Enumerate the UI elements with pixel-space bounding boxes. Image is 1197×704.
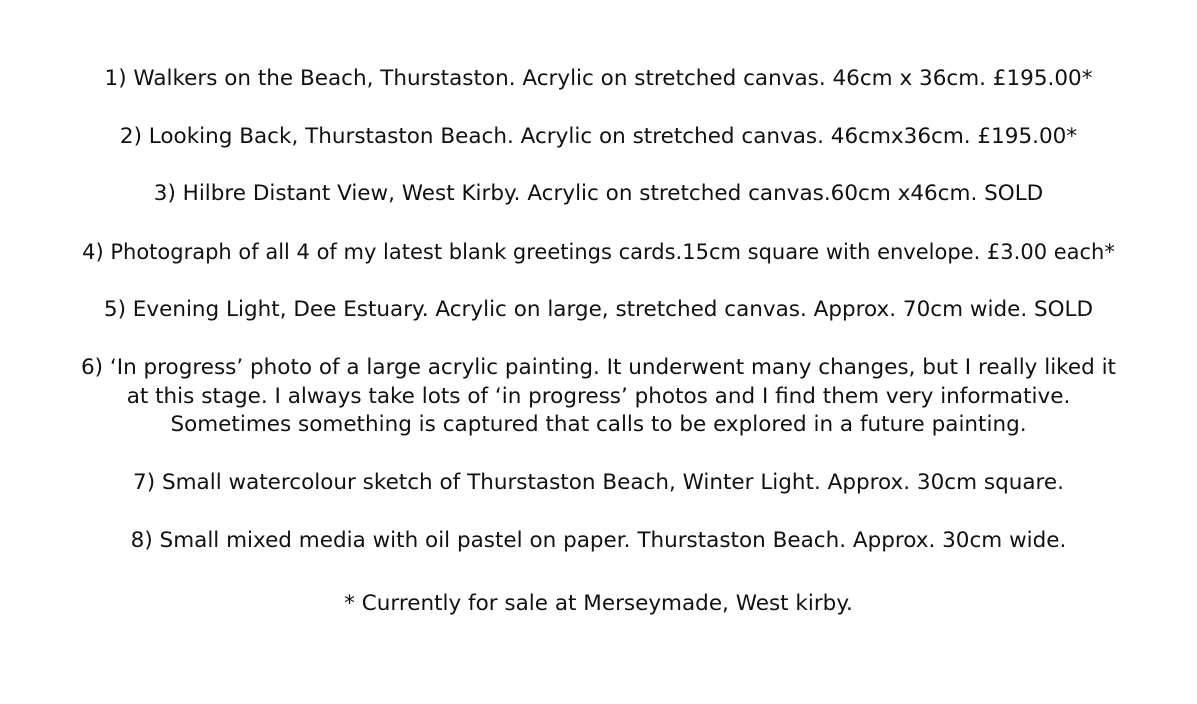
item-1-caption: 1) Walkers on the Beach, Thurstaston. Acrylic on stretched canvas. 46cm x 36cm. £195.00* xyxy=(104,66,1093,91)
item-6-caption-line-2: at this stage. I always take lots of ‘in progress’ photos and I find them very informative. xyxy=(126,384,1071,409)
item-8-caption: 8) Small mixed media with oil pastel on paper. Thurstaston Beach. Approx. 30cm wide. xyxy=(130,528,1067,553)
item-2-caption: 2) Looking Back, Thurstaston Beach. Acrylic on stretched canvas. 46cmx36cm. £195.00* xyxy=(119,124,1078,149)
item-7-caption: 7) Small watercolour sketch of Thurstaston Beach, Winter Light. Approx. 30cm square. xyxy=(133,470,1064,495)
item-5-caption: 5) Evening Light, Dee Estuary. Acrylic on large, stretched canvas. Approx. 70cm wide. SOLD xyxy=(103,297,1094,322)
item-6-caption-line-1: 6) ‘In progress’ photo of a large acrylic painting. It underwent many changes, but I really liked it xyxy=(81,355,1116,380)
item-4-caption: 4) Photograph of all 4 of my latest blank greetings cards.15cm square with envelope. £3.00 each* xyxy=(82,240,1115,264)
item-3-caption: 3) Hilbre Distant View, West Kirby. Acrylic on stretched canvas.60cm x46cm. SOLD xyxy=(153,181,1044,206)
footnote: * Currently for sale at Merseymade, West kirby. xyxy=(344,591,853,616)
item-6-caption-line-3: Sometimes something is captured that calls to be explored in a future painting. xyxy=(170,412,1027,437)
